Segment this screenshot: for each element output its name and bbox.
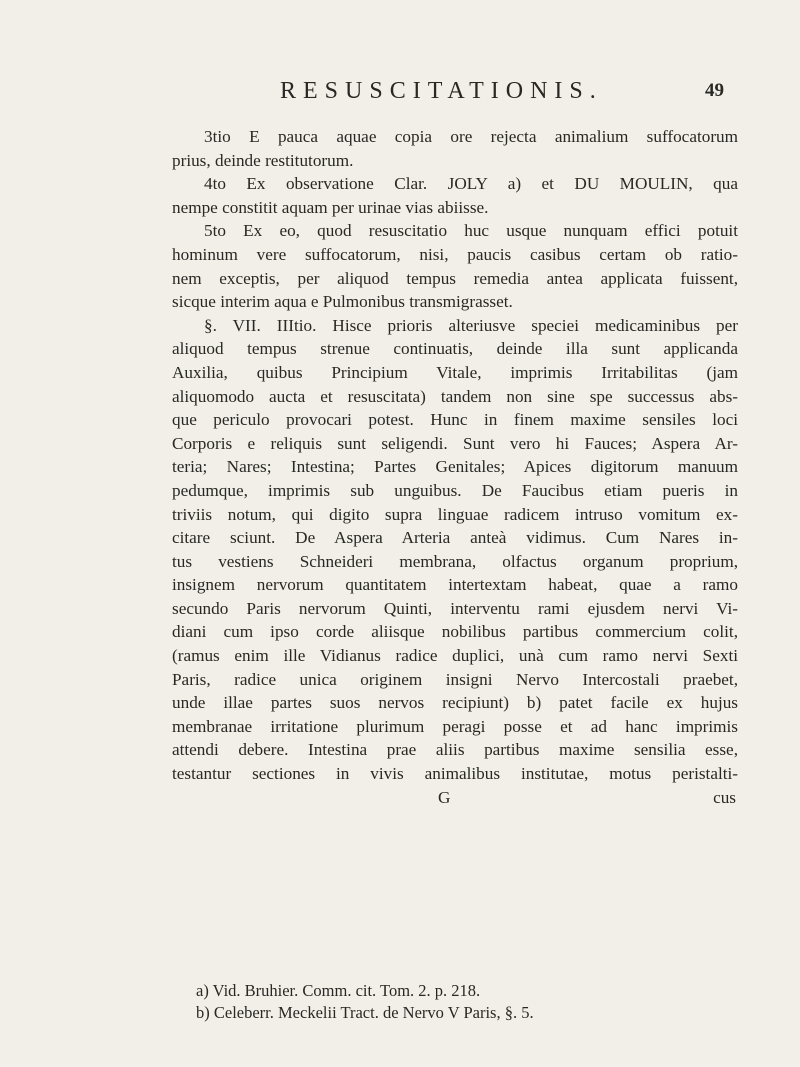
text-line: aliquomodo aucta et resuscitata) tandem non sine spe successus abs- bbox=[172, 386, 738, 406]
text-line: Paris, radice unica originem insigni Nervo Intercostali praebet, bbox=[172, 669, 738, 689]
text-line: que periculo provocari potest. Hunc in finem maxime sensiles loci bbox=[172, 410, 738, 430]
footnotes bbox=[196, 980, 716, 1024]
text-line: diani cum ipso corde aliisque nobilibus partibus commercium colit, bbox=[172, 622, 738, 642]
signature-mark: G bbox=[438, 787, 451, 807]
text-line: sicque interim aqua e Pulmonibus transmigrasset. bbox=[172, 292, 513, 312]
text-line: citare sciunt. De Aspera Arteria anteà vidimus. Cum Nares in- bbox=[172, 528, 738, 548]
page-number: 49 bbox=[705, 80, 724, 101]
text-line: (ramus enim ille Vidianus radice duplici, unà cum ramo nervi Sexti bbox=[172, 646, 738, 666]
text-line: prius, deinde restitutorum. bbox=[172, 150, 354, 170]
text-line: Auxilia, quibus Principium Vitale, imprimis Irritabilitas (jam bbox=[172, 362, 738, 382]
text-line: attendi debere. Intestina prae aliis partibus maxime sensilia esse, bbox=[172, 740, 738, 760]
text-line: insignem nervorum quantitatem intertextam habeat, quae a ramo bbox=[172, 575, 738, 595]
signature-line bbox=[172, 786, 738, 810]
text-line: pedumque, imprimis sub unguibus. De Faucibus etiam pueris in bbox=[172, 480, 738, 500]
text-line: hominum vere suffocatorum, nisi, paucis casibus certam ob ratio- bbox=[172, 244, 738, 264]
text-line: unde illae partes suos nervos recipiunt) b) patet facile ex hujus bbox=[172, 693, 738, 713]
catchword: cus bbox=[713, 787, 736, 807]
text-line: secundo Paris nervorum Quinti, interventu rami ejusdem nervi Vi- bbox=[172, 598, 738, 618]
section-heading-line: §. VII. IIItio. Hisce prioris alteriusve speciei medicaminibus per bbox=[204, 315, 738, 335]
text-line: nem exceptis, per aliquod tempus remedia antea applicata fuissent, bbox=[172, 268, 738, 288]
footnote-b: b) Celeberr. Meckelii Tract. de Nervo V Paris, §. 5. bbox=[196, 1003, 534, 1022]
text-line: 3tio E pauca aquae copia ore rejecta animalium suffocatorum bbox=[204, 127, 738, 146]
text-line: aliquod tempus strenue continuatis, deinde illa sunt applicanda bbox=[172, 339, 738, 359]
text-line: membranae irritatione plurimum peragi posse et ad hanc imprimis bbox=[172, 716, 738, 736]
running-title: RESUSCITATIONIS. bbox=[280, 78, 603, 104]
text-line: nempe constitit aquam per urinae vias abiisse. bbox=[172, 197, 489, 217]
text-line: testantur sectiones in vivis animalibus institutae, motus peristalti- bbox=[172, 764, 738, 784]
text-line: 4to Ex observatione Clar. JOLY a) et DU MOULIN, qua bbox=[204, 174, 738, 194]
footnote-a: a) Vid. Bruhier. Comm. cit. Tom. 2. p. 218. bbox=[196, 981, 481, 1000]
text-line: Corporis e reliquis sunt seligendi. Sunt vero hi Fauces; Aspera Ar- bbox=[172, 433, 738, 453]
text-line: tus vestiens Schneideri membrana, olfactus organum proprium, bbox=[172, 551, 738, 571]
text-line: teria; Nares; Intestina; Partes Genitales; Apices digitorum manuum bbox=[172, 457, 738, 477]
text-line: triviis notum, qui digito supra linguae radicem intruso vomitum ex- bbox=[172, 504, 738, 524]
text-line: 5to Ex eo, quod resuscitatio huc usque nunquam effici potuit bbox=[204, 221, 738, 241]
body-text bbox=[172, 125, 738, 809]
